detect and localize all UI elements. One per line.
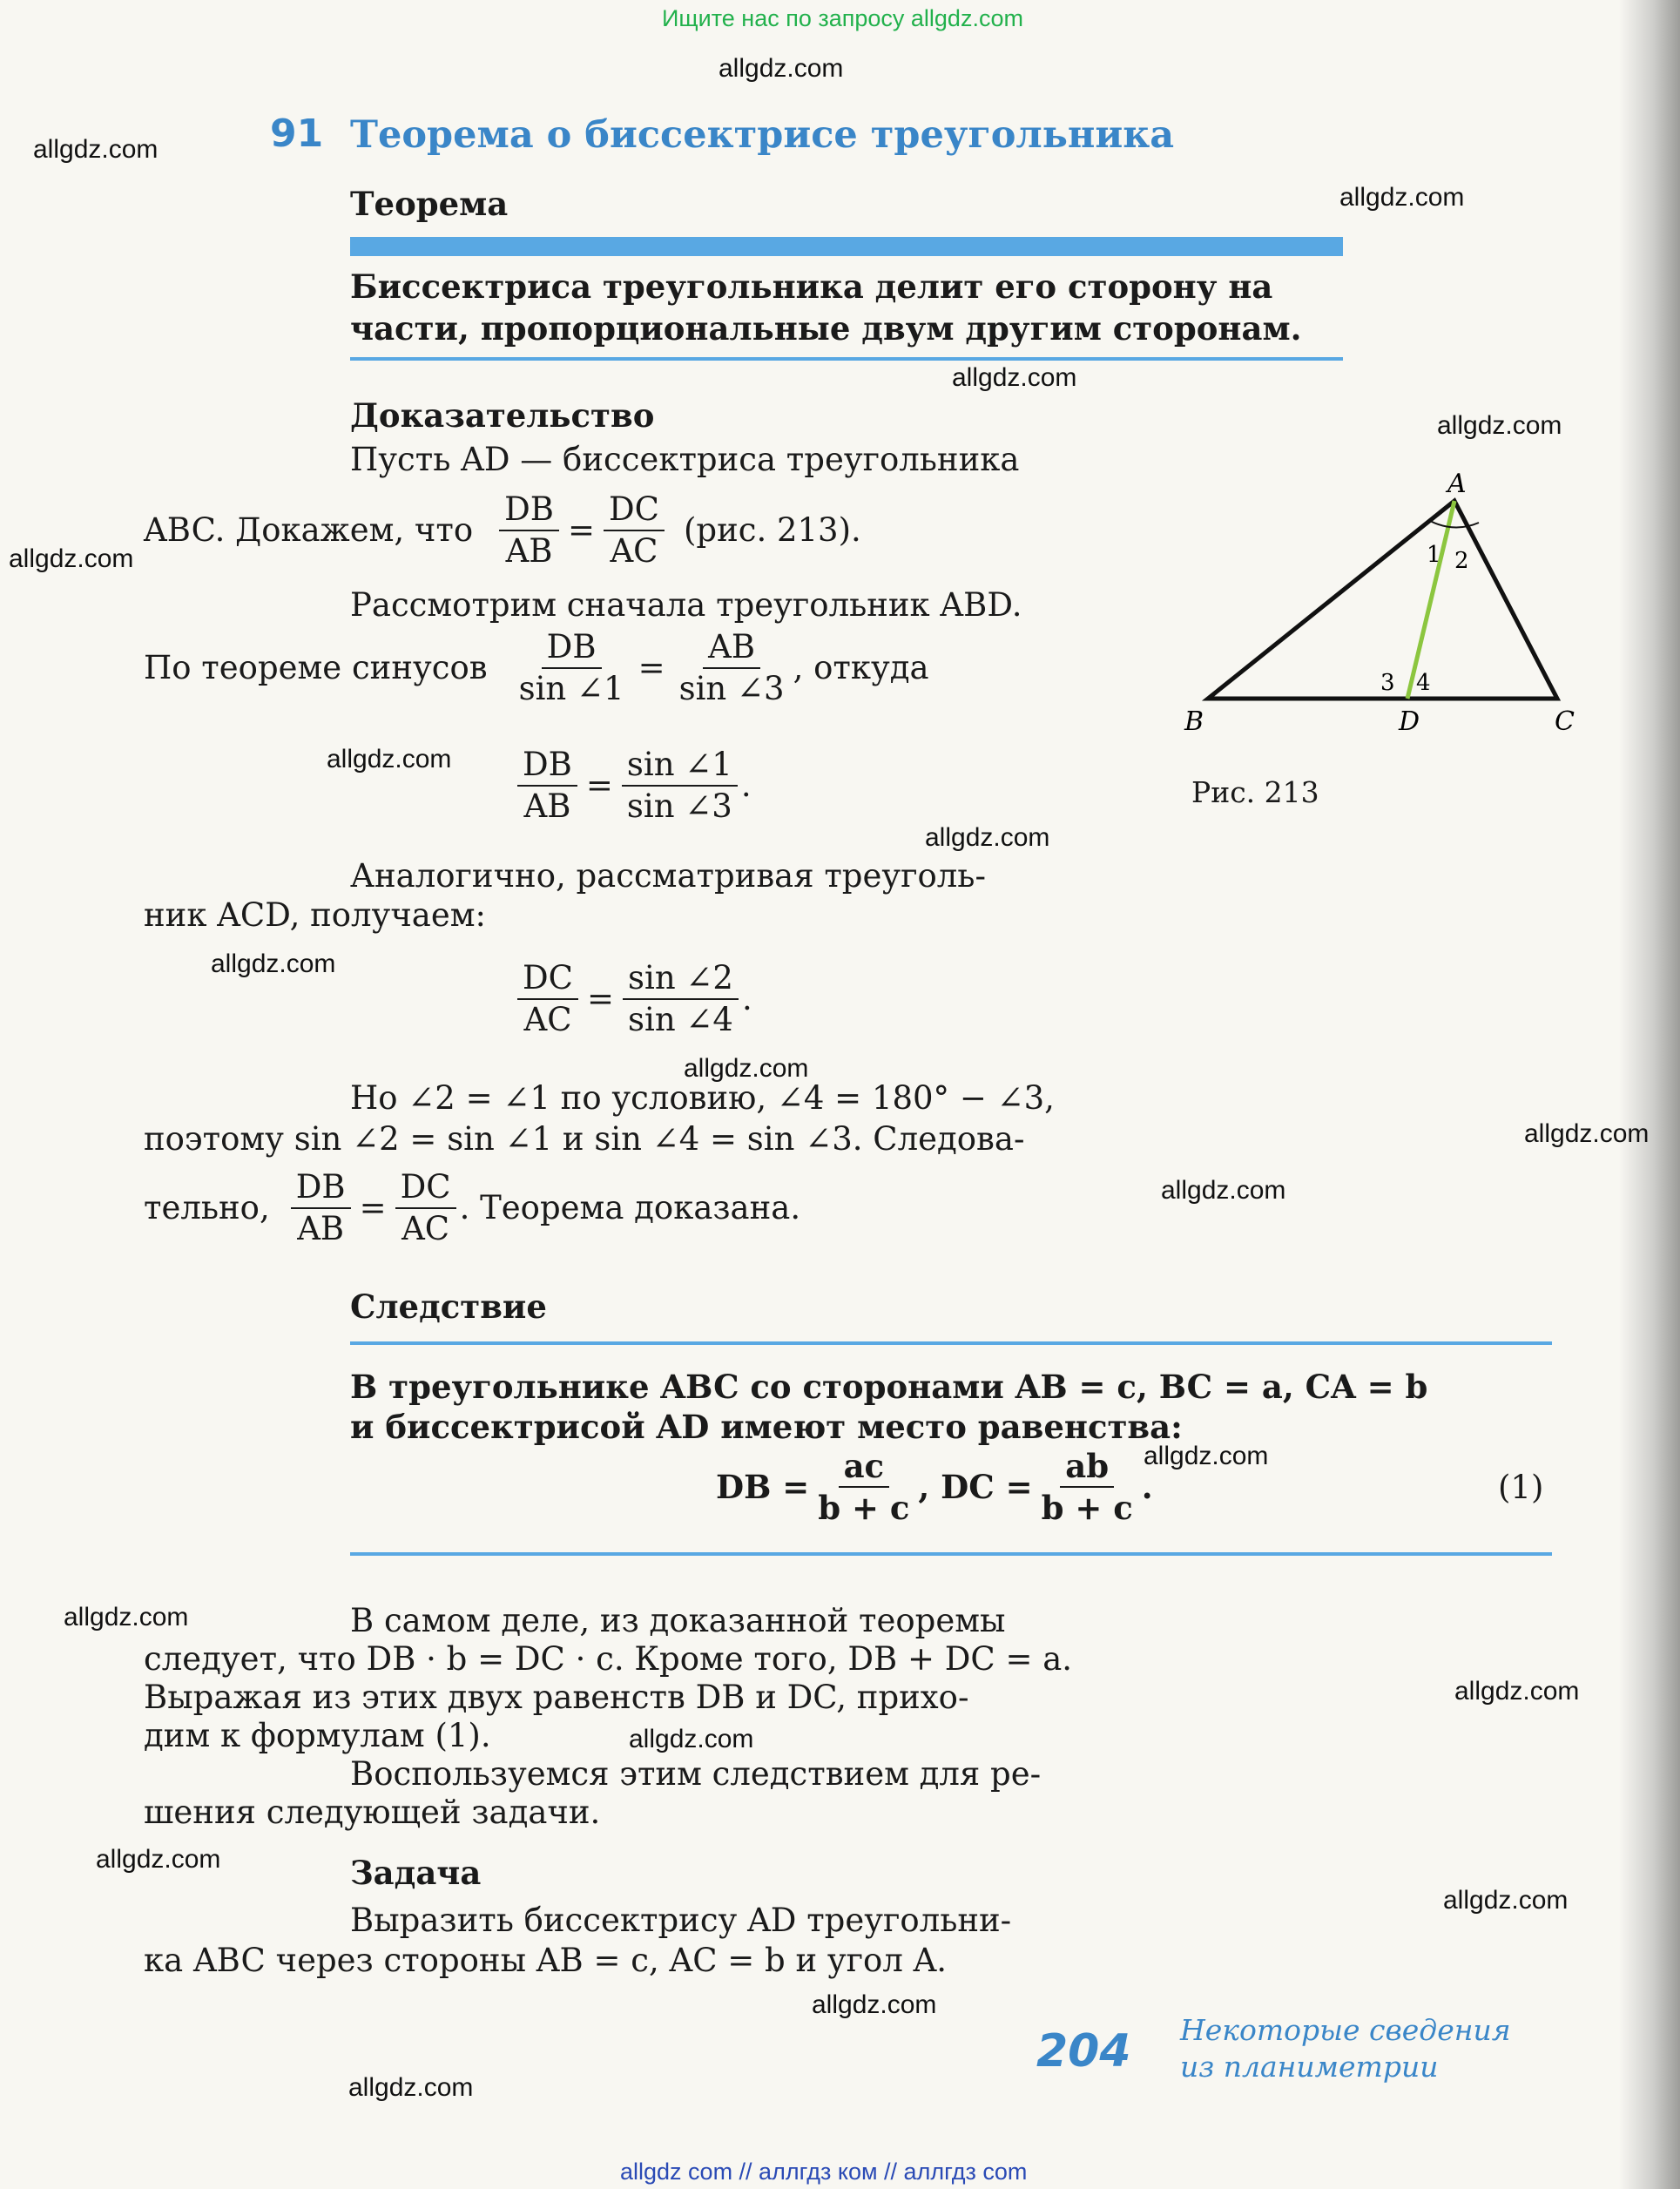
fraction-denominator: sin ∠3: [678, 670, 785, 707]
watermark: allgdz.com: [1437, 411, 1562, 440]
triangle-figure: [1167, 453, 1620, 767]
after-line5: Воспользуемся этим следствием для ре-: [350, 1755, 1042, 1793]
proof-p4-line2: поэтому sin ∠2 = sin ∠1 и sin ∠4 = sin ∠3. Следова-: [144, 1120, 1025, 1158]
after-line2: следует, что DB · b = DC · c. Кроме того, DB + DC = a.: [144, 1640, 1073, 1678]
proof-p4-line3-end: . Теорема доказана.: [459, 1189, 801, 1226]
task-line1: Выразить биссектрису AD треугольни-: [350, 1902, 1012, 1939]
corollary-line1: В треугольнике ABC со сторонами AB = c, BC = a, CA = b: [350, 1368, 1428, 1406]
theorem-line1: Биссектриса треугольника делит его сторону на: [350, 267, 1273, 306]
after-line4: дим к формулам (1).: [144, 1717, 491, 1754]
corollary-formula: [716, 1446, 1153, 1528]
after-line6: шения следующей задачи.: [144, 1794, 601, 1831]
watermark: allgdz.com: [211, 949, 336, 978]
watermark: allgdz.com: [1524, 1119, 1650, 1148]
watermark: allgdz.com: [348, 2073, 474, 2102]
fraction-numerator: sin ∠2: [623, 958, 739, 1000]
corollary-top-rule: [350, 1341, 1552, 1345]
fraction-numerator: DB: [291, 1167, 351, 1209]
angle-1-label: 1: [1427, 542, 1441, 568]
corollary-heading: Следствие: [350, 1287, 547, 1326]
corollary-line2: и биссектрисой AD имеют место равенства:: [350, 1408, 1183, 1446]
fraction-dc-ac: [517, 958, 578, 1040]
footer-section-line1: Некоторые сведения: [1180, 2013, 1511, 2047]
top-banner[interactable]: Ищите нас по запросу allgdz.com: [662, 5, 1023, 31]
watermark: allgdz.com: [1339, 183, 1465, 212]
fraction-numerator: AB: [703, 627, 760, 669]
watermark: allgdz.com: [812, 1990, 937, 2019]
fraction-numerator: DC: [395, 1167, 456, 1209]
watermark: allgdz.com: [9, 544, 134, 573]
after-line1: В самом деле, из доказанной теоремы: [350, 1602, 1006, 1639]
proof-p2-line2: По теореме синусов $\frac{DB}{\sin \angle 1}$ = $\frac{AB}{\sin \angle 3}$ , откуда: [144, 628, 929, 707]
fraction-ab-sin3: [674, 627, 790, 709]
angle-arc-a: [1430, 521, 1479, 528]
fraction-denominator: AB: [297, 1210, 345, 1247]
fraction-dc-ac: [395, 1167, 456, 1249]
after-line3: Выражая из этих двух равенств DB и DC, прихо-: [144, 1679, 969, 1716]
equation-number: (1): [1498, 1469, 1544, 1506]
proof-p1-line1: Пусть AD — биссектриса треугольника: [350, 441, 1020, 478]
fraction-numerator: DC: [604, 490, 665, 531]
section-number: 91: [270, 111, 324, 156]
watermark: allgdz.com: [96, 1845, 221, 1874]
watermark: allgdz.com: [64, 1603, 189, 1632]
fraction-numerator: DB: [517, 745, 577, 787]
formula-db-label: DB =: [716, 1468, 810, 1506]
fraction-dc-ac: [604, 490, 665, 571]
vertex-d-label: D: [1399, 706, 1420, 737]
theorem-bottom-rule: [350, 357, 1343, 361]
proof-heading: Доказательство: [350, 396, 655, 435]
proof-p2-line2-end: , откуда: [793, 649, 929, 686]
fraction-denominator: AC: [401, 1210, 450, 1247]
fraction-ac-bc: [813, 1446, 914, 1528]
fraction-numerator: sin ∠1: [622, 745, 738, 787]
watermark: allgdz.com: [1144, 1442, 1269, 1470]
watermark: allgdz.com: [925, 823, 1050, 852]
fraction-denominator: sin ∠3: [626, 787, 732, 825]
fraction-denominator: AC: [523, 1001, 572, 1038]
fraction-denominator: sin ∠1: [518, 670, 624, 707]
watermark: allgdz.com: [719, 54, 844, 83]
page-number: 204: [1036, 2025, 1131, 2078]
watermark: allgdz.com: [1161, 1176, 1286, 1205]
watermark: allgdz.com: [1443, 1886, 1569, 1915]
proof-p3-line1: Аналогично, рассматривая треуголь-: [350, 857, 986, 895]
watermark: allgdz.com: [327, 745, 452, 774]
fraction-denominator: sin ∠4: [628, 1001, 733, 1038]
fraction-db-ab: [291, 1167, 351, 1249]
proof-p3-line2: ник ACD, получаем:: [144, 896, 486, 934]
fraction-numerator: DB: [499, 490, 559, 531]
formula-end: .: [1141, 1468, 1153, 1506]
fraction-numerator: ab: [1060, 1446, 1114, 1488]
fraction-numerator: DC: [517, 958, 578, 1000]
theorem-top-band: [350, 237, 1343, 256]
task-line2: ка ABC через стороны AB = c, AC = b и угол A.: [144, 1942, 948, 1979]
proof-p1-line2-end: (рис. 213).: [683, 511, 861, 549]
fraction-denominator: b + c: [818, 1489, 910, 1527]
watermark: allgdz.com: [1454, 1677, 1580, 1706]
fraction-db-ab: [499, 490, 559, 571]
fraction-denominator: AB: [523, 787, 571, 825]
fraction-db-sin1: [514, 627, 630, 709]
proof-p1-line2-start: ABC. Докажем, что: [144, 511, 474, 549]
page-edge-shadow: [1619, 0, 1680, 2189]
section-title: Теорема о биссектрисе треугольника: [350, 113, 1175, 157]
watermark: allgdz.com: [952, 363, 1077, 392]
theorem-line2: части, пропорциональные двум другим сторонам.: [350, 309, 1302, 348]
fraction-numerator: DB: [542, 627, 602, 669]
formula-db-ab-sin: $\frac{DB}{AB}$ = $\frac{\sin \angle 1}{\sin \angle 3}$ .: [514, 745, 752, 827]
proof-p4-line3-start: тельно,: [144, 1189, 270, 1226]
vertex-a-label: A: [1447, 469, 1467, 499]
fraction-denominator: AC: [610, 532, 658, 570]
task-heading: Задача: [350, 1854, 482, 1892]
footer-section-line2: из планиметрии: [1180, 2050, 1439, 2084]
vertex-c-label: C: [1555, 706, 1575, 737]
watermark: allgdz.com: [684, 1054, 809, 1083]
corollary-bottom-rule: [350, 1552, 1552, 1556]
watermark: allgdz.com: [629, 1725, 754, 1753]
proof-p1-line2: ABC. Докажем, что $\frac{DB}{AB}$ = $\frac{DC}{AC}$ (рис. 213).: [144, 490, 861, 570]
formula-dc-label: , DC =: [918, 1468, 1033, 1506]
proof-p2-line2-start: По теореме синусов: [144, 649, 488, 686]
fraction-denominator: b + c: [1041, 1489, 1133, 1527]
fraction-sin2-sin4: [623, 958, 739, 1040]
fraction-ab-bc: [1036, 1446, 1138, 1528]
theorem-heading: Теорема: [350, 185, 509, 223]
proof-p4-line1: Но ∠2 = ∠1 по условию, ∠4 = 180° − ∠3,: [350, 1079, 1055, 1117]
figure-caption: Рис. 213: [1191, 775, 1319, 809]
angle-4-label: 4: [1416, 670, 1431, 696]
fraction-sin1-sin3: [622, 745, 738, 827]
proof-p2-line1: Рассмотрим сначала треугольник ABD.: [350, 586, 1022, 624]
bottom-banner[interactable]: allgdz com // аллгдз ком // аллгдз com: [620, 2159, 1028, 2185]
angle-2-label: 2: [1454, 548, 1469, 574]
fraction-numerator: ac: [839, 1446, 890, 1488]
proof-p4-line3: тельно, $\frac{DB}{AB}$ = $\frac{DC}{AC}$ . Теорема доказана.: [144, 1168, 801, 1247]
vertex-b-label: B: [1184, 706, 1204, 737]
formula-dc-ac-sin: $\frac{DC}{AC}$ = $\frac{\sin \angle 2}{\sin \angle 4}$ .: [514, 958, 752, 1040]
angle-3-label: 3: [1380, 670, 1395, 696]
fraction-denominator: AB: [505, 532, 553, 570]
fraction-db-ab: [517, 745, 577, 827]
watermark: allgdz.com: [33, 135, 159, 164]
triangle-abc: [1208, 501, 1557, 699]
